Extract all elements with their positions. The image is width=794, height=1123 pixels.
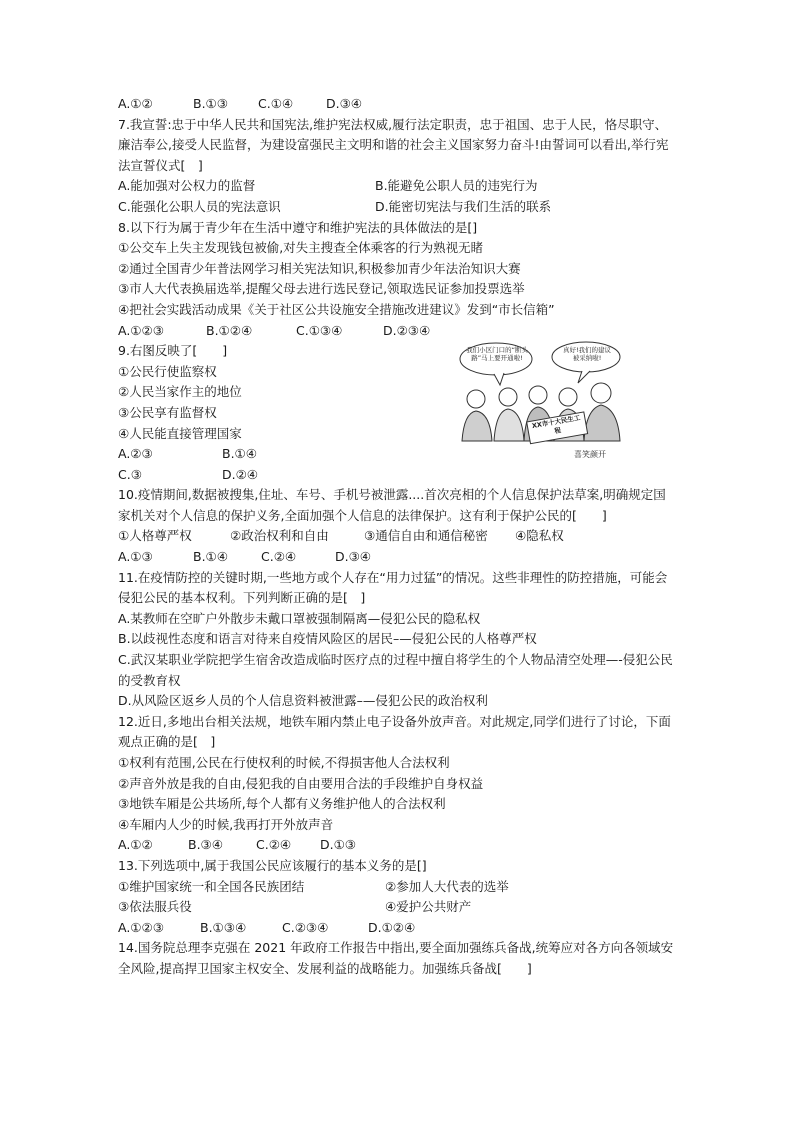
option: D.①③ bbox=[320, 837, 357, 853]
q10-item: ①人格尊严权 bbox=[118, 528, 192, 544]
q8-item: ④把社会实践活动成果《关于社区公共设施安全措施改进建议》发到“市长信箱” bbox=[118, 301, 555, 317]
option: B.①③④ bbox=[200, 919, 247, 935]
q8-item: ①公交车上失主发现钱包被偷,对失主搜查全体乘客的行为熟视无睹 bbox=[118, 240, 484, 256]
q13-item: ③依法服兵役 bbox=[118, 899, 192, 915]
person-head bbox=[467, 390, 485, 408]
option: C.①③④ bbox=[296, 322, 343, 338]
option: A.①② bbox=[118, 96, 153, 111]
q13-items-34 bbox=[118, 897, 678, 918]
person-head bbox=[591, 383, 611, 403]
q7-options-cd bbox=[118, 197, 678, 218]
q10-item: ②政治权利和自由 bbox=[230, 528, 329, 544]
q12-item: ③地铁车厢是公共场所,每个人都有义务维护他人的合法权利 bbox=[118, 796, 446, 812]
option: C.②③④ bbox=[282, 919, 329, 935]
person-head bbox=[559, 388, 577, 406]
q9-item: ④人民能直接管理国家 bbox=[118, 425, 242, 441]
q8-stem: 8.以下行为属于青少年在生活中遵守和维护宪法的具体做法的是[] bbox=[118, 219, 478, 235]
option: D.②③④ bbox=[383, 322, 431, 338]
q9-stem: 9.右图反映了[ ] bbox=[118, 343, 228, 359]
option: D.①②④ bbox=[368, 919, 416, 935]
person-body bbox=[494, 409, 524, 441]
option: D.能密切宪法与我们生活的联系 bbox=[375, 198, 552, 214]
q8-options bbox=[118, 321, 678, 342]
option: D.③④ bbox=[326, 96, 363, 111]
q9-item: ①公民行使监察权 bbox=[118, 363, 217, 379]
person-head bbox=[499, 388, 517, 406]
board-text: XX市十大民生工程 bbox=[531, 413, 581, 436]
option: D.③④ bbox=[335, 549, 372, 565]
q12-item: ④车厢内人少的时候,我再打开外放声音 bbox=[118, 816, 334, 832]
q7-options-ab bbox=[118, 176, 678, 197]
q8-item: ②通过全国青少年普法网学习相关宪法知识,积极参加青少年法治知识大赛 bbox=[118, 260, 521, 276]
option: D.②④ bbox=[222, 466, 259, 482]
q9-block bbox=[118, 341, 678, 485]
option: B.③④ bbox=[188, 837, 223, 853]
q10-stem: 10.疫情期间,数据被搜集,住址、车号、手机号被泄露....首次亮相的个人信息保护法草案,明确规定国家机关对个人信息的保护义务,全面加强个人信息的法律保护。这有利于保护公民的[ ] bbox=[118, 487, 666, 523]
option: B.①④ bbox=[193, 549, 228, 565]
option: C.能强化公职人员的宪法意识 bbox=[118, 198, 281, 214]
person-body bbox=[584, 405, 620, 441]
q7-stem: 7.我宣誓:忠于中华人民共和国宪法,维护宪法权威,履行法定职责，忠于祖国、忠于人民，恪尽职守、廉洁奉公,接受人民监督，为建设富强民主文明和谐的社会主义国家努力奋斗!由誓词可以看出,举行宪法宣誓仪式[ ] bbox=[118, 116, 669, 173]
speech-bubble-tail bbox=[578, 371, 590, 383]
option: B.①③ bbox=[193, 96, 228, 111]
person-head bbox=[529, 386, 547, 404]
option: B.①②④ bbox=[206, 322, 253, 338]
q12-item: ①权利有范围,公民在行使权利的时候,不得损害他人合法权利 bbox=[118, 755, 450, 770]
q14-stem: 14.国务院总理李克强在 2021 年政府工作报告中指出,要全面加强练兵备战,统筹应对各方向各领域安全风险,提高捍卫国家主权安全、发展利益的战略能力。加强练兵备战[ ] bbox=[118, 940, 674, 976]
q11-option: C.武汉某职业学院把学生宿舍改造成临时医疗点的过程中擅自将学生的个人物品清空处理—-侵犯公民的受教育权 bbox=[118, 652, 673, 688]
q11-stem: 11.在疫情防控的关键时期,一些地方或个人存在“用力过猛”的情况。这些非理性的防控措施，可能会侵犯公民的基本权利。下列判断正确的是[ ] bbox=[118, 569, 668, 606]
q13-stem: 13.下列选项中,属于我国公民应该履行的基本义务的是[] bbox=[118, 857, 427, 873]
speech-bubble-left-text: 我们小区门口的“断头路”马上要开通啦! bbox=[466, 346, 528, 363]
q13-item: ④爱护公共财产 bbox=[385, 899, 472, 915]
q9-options-cd bbox=[118, 465, 678, 486]
q11-option: B.以歧视性态度和语言对待来自疫情风险区的居民–—侵犯公民的人格尊严权 bbox=[118, 631, 537, 647]
q9-item: ②人民当家作主的地位 bbox=[118, 384, 242, 400]
option: C.③ bbox=[118, 466, 142, 482]
q11-option: A.某教师在空旷户外散步未戴口罩被强制隔离—侵犯公民的隐私权 bbox=[118, 610, 481, 626]
option: A.②③ bbox=[118, 446, 153, 462]
person-body bbox=[462, 411, 492, 441]
option: C.②④ bbox=[256, 837, 292, 853]
q11-option: D.从风险区返乡人员的个人信息资料被泄露–—侵犯公民的政治权利 bbox=[118, 693, 488, 709]
q10-options bbox=[118, 547, 678, 568]
q13-item: ②参加人大代表的选举 bbox=[385, 878, 509, 894]
q13-items-12 bbox=[118, 877, 678, 898]
option: A.①③ bbox=[118, 549, 153, 565]
q12-item: ②声音外放是我的自由,侵犯我的自由要用合法的手段维护自身权益 bbox=[118, 775, 484, 791]
q12-options bbox=[118, 835, 678, 856]
speech-bubble-tail bbox=[494, 373, 504, 385]
exam-page bbox=[118, 94, 678, 980]
q6-options bbox=[118, 94, 678, 115]
option: A.①②③ bbox=[118, 919, 164, 935]
option: A.能加强对公权力的监督 bbox=[118, 178, 256, 194]
speech-bubble-left-text-wrap bbox=[466, 346, 528, 374]
q12-stem: 12.近日,多地出台相关法规，地铁车厢内禁止电子设备外放声音。对此规定,同学们进行了讨论，下面观点正确的是[ ] bbox=[118, 713, 671, 750]
speech-bubble-right-text: 真好!我们的建议被采纳啦! bbox=[562, 346, 612, 363]
q10-item: ③通信自由和通信秘密 bbox=[364, 528, 488, 544]
option: B.能避免公职人员的违宪行为 bbox=[375, 178, 538, 194]
cartoon-caption: 喜笑颜开 bbox=[574, 450, 606, 460]
q8-item: ③市人大代表换届选举,提醒父母去进行选民登记,领取选民证参加投票选举 bbox=[118, 281, 525, 297]
q10-item: ④隐私权 bbox=[515, 528, 564, 544]
q9-item: ③公民享有监督权 bbox=[118, 404, 217, 420]
q13-item: ①维护国家统一和全国各民族团结 bbox=[118, 878, 305, 894]
speech-bubble-right-text-wrap bbox=[560, 346, 614, 370]
option: B.①④ bbox=[222, 446, 257, 462]
q13-options bbox=[118, 918, 678, 939]
cartoon-illustration bbox=[456, 341, 626, 461]
option: C.②④ bbox=[261, 549, 297, 565]
option: A.①②③ bbox=[118, 322, 164, 338]
option: C.①④ bbox=[258, 96, 294, 111]
q10-items bbox=[118, 526, 678, 547]
option: A.①② bbox=[118, 837, 153, 853]
